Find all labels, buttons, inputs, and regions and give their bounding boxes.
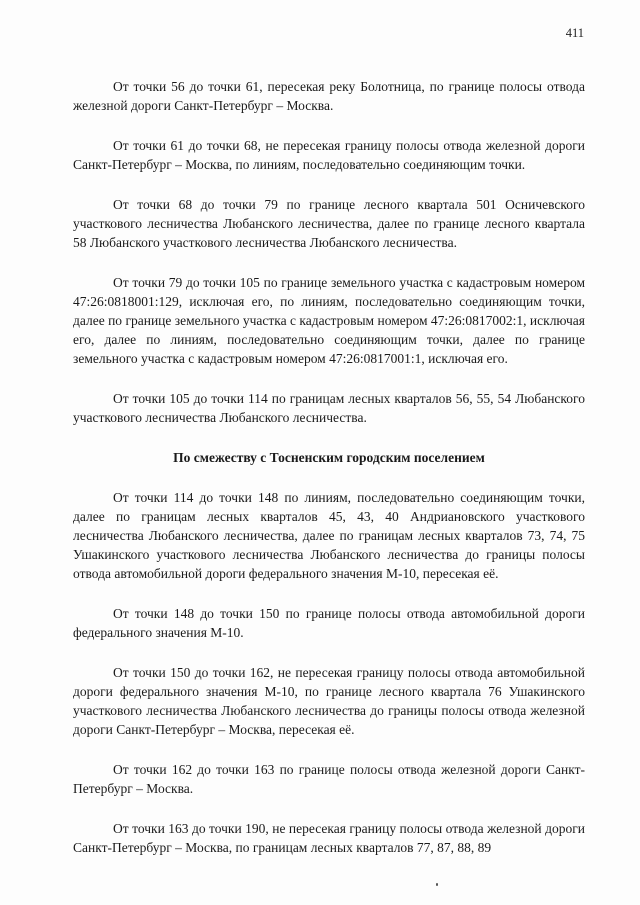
paragraph-6: От точки 114 до точки 148 по линиям, последовательно соединяющим точки, далее по границам лесных кварталов 45, 43, 40 Андриановского участкового лесничества Любанского лесничества, далее по границам лесных кварталов 73, 74, 75 Ушакинского участкового лесничества Любанского лесничества до границы полосы отвода автомобильной дороги федерального значения М-10, пересекая её.: [73, 490, 585, 581]
paragraph-2: От точки 61 до точки 68, не пересекая границу полосы отвода железной дороги Санкт-Петербург – Москва, по линиям, последовательно соединяющим точки.: [73, 138, 585, 172]
paragraph-9: От точки 162 до точки 163 по границе полосы отвода железной дороги Санкт-Петербург – Москва.: [73, 762, 585, 796]
paragraph-1: От точки 56 до точки 61, пересекая реку Болотница, по границе полосы отвода железной дороги Санкт-Петербург – Москва.: [73, 79, 585, 113]
document-body: [73, 77, 585, 857]
page-number: 411: [565, 26, 584, 40]
paragraph-3: От точки 68 до точки 79 по границе лесного квартала 501 Осничевского участкового лесничества Любанского лесничества, далее по границе лесного квартала 58 Любанского участкового лесничества Любанского лесничества.: [73, 197, 585, 250]
section-heading: По смежеству с Тосненским городским поселением: [173, 450, 485, 465]
paragraph-8: От точки 150 до точки 162, не пересекая границу полосы отвода автомобильной дороги федерального значения М-10, по границе лесного квартала 76 Ушакинского участкового лесничества Любанского лесничества до границы полосы отвода железной дороги Санкт-Петербург – Москва, пересекая её.: [73, 665, 585, 737]
paragraph-5: От точки 105 до точки 114 по границам лесных кварталов 56, 55, 54 Любанского участкового лесничества Любанского лесничества.: [73, 391, 585, 425]
paragraph-10: От точки 163 до точки 190, не пересекая границу полосы отвода железной дороги Санкт-Петербург – Москва, по границам лесных кварталов 77, 87, 88, 89: [73, 821, 585, 855]
paragraph-4: От точки 79 до точки 105 по границе земельного участка с кадастровым номером 47:26:0818001:129, исключая его, по линиям, последовательно соединяющим точки, далее по границе земельного участка с кадастровым номером 47:26:0817002:1, исключая его, далее по линиям, последовательно соединяющим точки, далее по границе земельного участка с кадастровым номером 47:26:0817001:1, исключая его.: [73, 275, 585, 366]
paragraph-7: От точки 148 до точки 150 по границе полосы отвода автомобильной дороги федерального значения М-10.: [73, 606, 585, 640]
scan-speck: [436, 883, 438, 886]
